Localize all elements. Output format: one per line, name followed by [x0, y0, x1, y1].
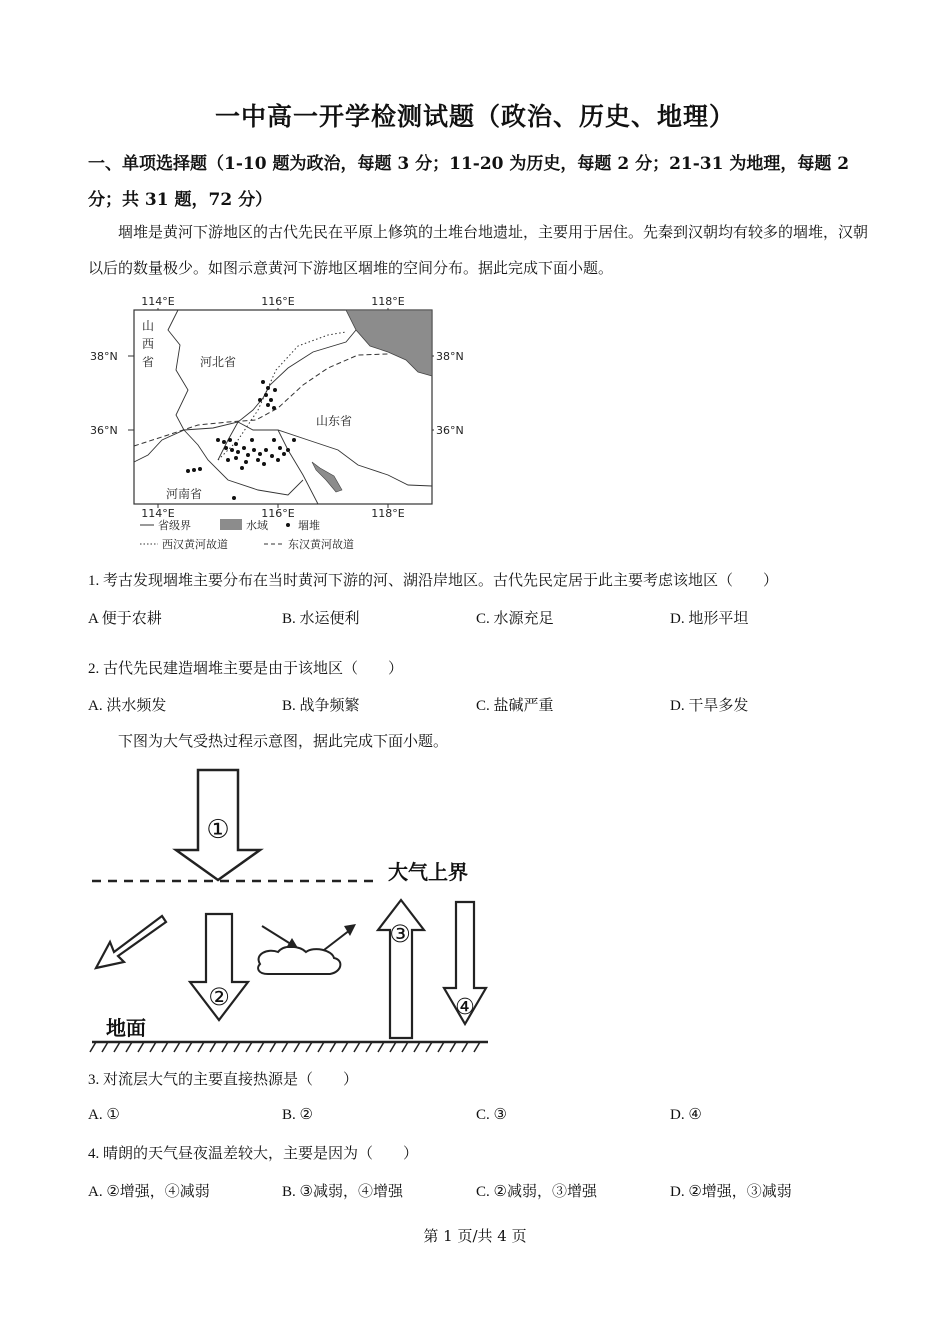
question-2-stem: 2. 古代先民建造堌堆主要是由于该地区（ ）: [88, 661, 404, 677]
q1-option-b[interactable]: B. 水运便利: [282, 611, 360, 627]
passage-gudui: 堌堆是黄河下游地区的古代先民在平原上修筑的土堆台地遗址，主要用于居住。先秦到汉朝均有较多的堌堆，汉朝以后的数量极少。如图示意黄河下游地区堌堆的空间分布。据此完成下面小题。: [88, 223, 869, 277]
q4-option-a[interactable]: A. ②增强，④减弱: [88, 1184, 210, 1200]
legend-west-han: 西汉黄河故道: [162, 538, 228, 551]
label-shanxi-2: 西: [142, 337, 155, 351]
q3-option-a[interactable]: A. ①: [88, 1107, 120, 1123]
q2-option-d[interactable]: D. 干旱多发: [670, 698, 749, 714]
label-henan: 河南省: [166, 487, 203, 501]
ground-hatching: [90, 1042, 480, 1052]
cloud-icon: [258, 947, 340, 974]
q1-option-a[interactable]: A 便于农耕: [88, 611, 162, 627]
lat-right-36: 36°N: [436, 424, 464, 437]
lon-bottom-116: 116°E: [261, 507, 295, 520]
gudui-distribution-map: [88, 290, 488, 552]
label-hebei: 河北省: [200, 355, 237, 369]
q2-option-c[interactable]: C. 盐碱严重: [476, 698, 554, 714]
lat-left-36: 36°N: [90, 424, 118, 437]
lon-top-118: 118°E: [371, 295, 405, 308]
arrow-2-label: ②: [208, 983, 230, 1011]
passage-atmosphere: 下图为大气受热过程示意图，据此完成下面小题。: [118, 732, 449, 750]
lon-bottom-118: 118°E: [371, 507, 405, 520]
label-shanxi-1: 山: [142, 319, 155, 333]
lon-top-114: 114°E: [141, 295, 175, 308]
legend-boundary: 省级界: [158, 519, 191, 532]
section-heading: 一、单项选择题（1-10 题为政治，每题 3 分；11-20 为历史，每题 2 分；21-31 为地理，每题 2 分；共 31 题，72 分）: [88, 154, 850, 210]
lon-bottom-114: 114°E: [141, 507, 175, 520]
question-3-stem: 3. 对流层大气的主要直接热源是（ ）: [88, 1072, 359, 1088]
q1-option-c[interactable]: C. 水源充足: [476, 611, 554, 627]
q4-option-b[interactable]: B. ③减弱，④增强: [282, 1184, 403, 1200]
q1-option-d[interactable]: D. 地形平坦: [670, 611, 749, 627]
q2-option-b[interactable]: B. 战争频繁: [282, 698, 360, 714]
legend-east-han: 东汉黄河故道: [288, 538, 354, 551]
page-title: 一中高一开学检测试题（政治、历史、地理）: [214, 102, 735, 131]
q3-option-d[interactable]: D. ④: [670, 1107, 702, 1123]
ground-label: 地面: [106, 1016, 146, 1040]
question-4-stem: 4. 晴朗的天气昼夜温差较大，主要是因为（ ）: [88, 1146, 419, 1162]
lat-right-38: 38°N: [436, 350, 464, 363]
page-footer: 第 1 页/共 4 页: [423, 1227, 527, 1245]
legend-gudui: 堌堆: [298, 519, 320, 532]
arrow-1-label: ①: [206, 815, 230, 845]
q4-option-d[interactable]: D. ②增强，③减弱: [670, 1184, 792, 1200]
question-1-stem: 1. 考古发现堌堆主要分布在当时黄河下游的河、湖沿岸地区。古代先民定居于此主要考虑该地区（ ）: [88, 573, 779, 589]
lat-left-38: 38°N: [90, 350, 118, 363]
legend-water: 水域: [246, 519, 268, 532]
lon-top-116: 116°E: [261, 295, 295, 308]
arrow-4-label: ④: [455, 995, 475, 1020]
q3-option-b[interactable]: B. ②: [282, 1107, 313, 1123]
reflection-arrow: [96, 916, 166, 968]
q4-option-c[interactable]: C. ②减弱，③增强: [476, 1184, 597, 1200]
q2-option-a[interactable]: A. 洪水频发: [88, 698, 167, 714]
arrow-3-label: ③: [389, 920, 411, 948]
atmosphere-top-label: 大气上界: [388, 860, 468, 884]
label-shandong: 山东省: [316, 414, 353, 428]
atmosphere-heating-diagram: [88, 762, 498, 1054]
q3-option-c[interactable]: C. ③: [476, 1107, 507, 1123]
map-legend: [140, 518, 354, 551]
label-shanxi-3: 省: [142, 355, 155, 369]
